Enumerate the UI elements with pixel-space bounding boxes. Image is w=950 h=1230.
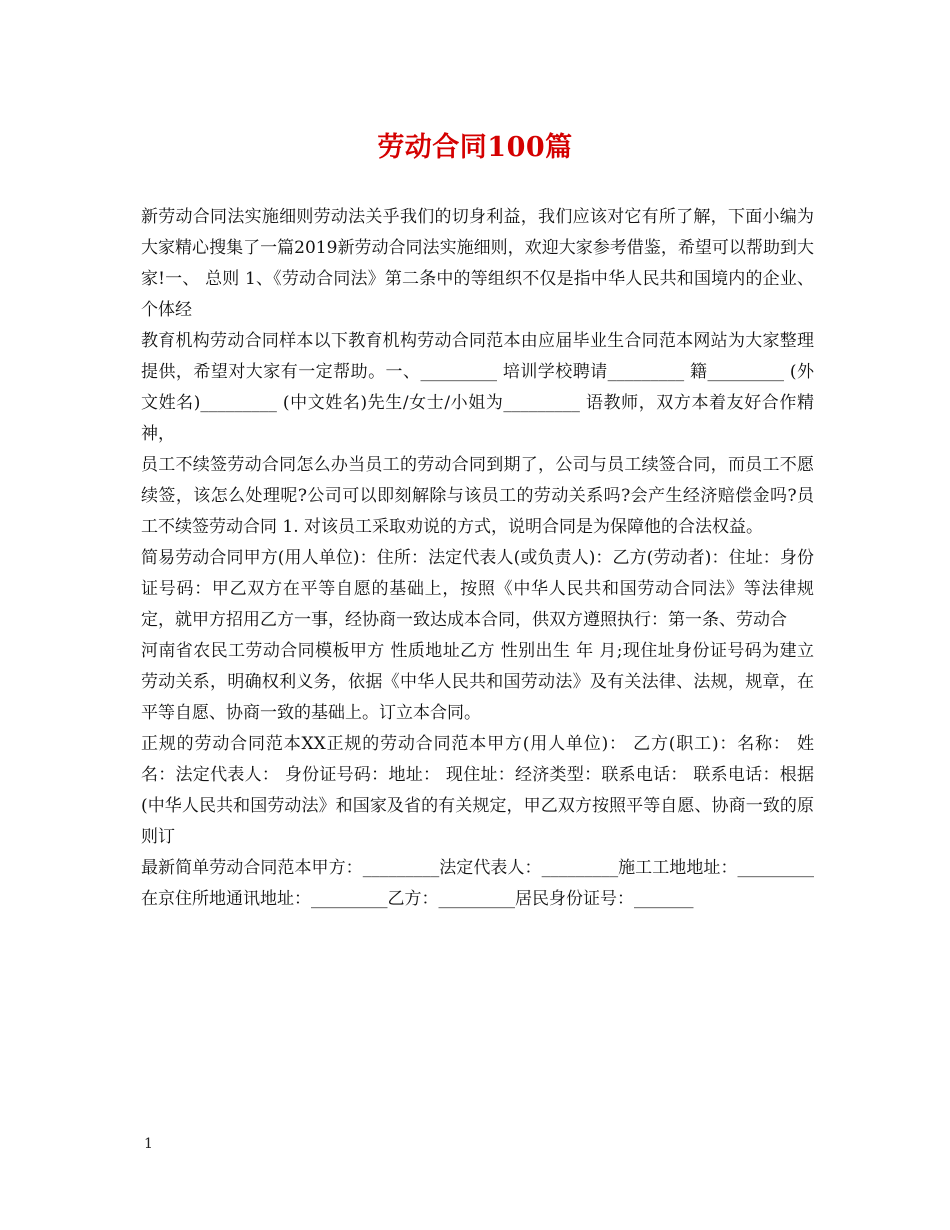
- document-title: 劳动合同100篇: [377, 132, 573, 163]
- paragraph-standard-template: 正规的劳动合同范本XX正规的劳动合同范本甲方(用人单位)： 乙方(职工)：名称： 姓名：法定代表人： 身份证号码：地址： 现住址：经济类型：联系电话： 联系电话：根据(中华人民共和国劳动法》和国家及省的有关规定，甲乙双方按照平等自愿、协商一致的原则订: [141, 734, 814, 847]
- paragraph-new-labor-law: 新劳动合同法实施细则劳动法关乎我们的切身利益，我们应该对它有所了解，下面小编为大家精心搜集了一篇2019新劳动合同法实施细则，欢迎大家参考借鉴，希望可以帮助到大家!一、 总则 1、《劳动合同法》第二条中的等组织不仅是指中华人民共和国境内的企业、个体经: [141, 207, 814, 320]
- paragraph-henan-template: 河南省农民工劳动合同模板甲方 性质地址乙方 性别出生 年 月;现住址身份证号码为建立劳动关系，明确权利义务，依据《中华人民共和国劳动法》及有关法律、法规，规章，在平等自愿、协商一致的基础上。订立本合同。: [141, 641, 814, 723]
- document-body: [141, 202, 814, 915]
- paragraph-latest-template: 最新简单劳动合同范本甲方：_________法定代表人：_________施工工地地址：_________在京住所地通讯地址：_________乙方：_________居民身份证号：_______: [141, 858, 814, 909]
- page-number: 1: [144, 1136, 153, 1152]
- paragraph-simple-contract: 简易劳动合同甲方(用人单位)：住所：法定代表人(或负责人)：乙方(劳动者)：住址：身份证号码：甲乙双方在平等自愿的基础上，按照《中华人民共和国劳动合同法》等法律规定，就甲方招用乙方一事，经协商一致达成本合同，供双方遵照执行：第一条、劳动合: [141, 548, 814, 630]
- paragraph-non-renewal: 员工不续签劳动合同怎么办当员工的劳动合同到期了，公司与员工续签合同，而员工不愿续签，该怎么处理呢?公司可以即刻解除与该员工的劳动关系吗?会产生经济赔偿金吗?员工不续签劳动合同 1. 对该员工采取劝说的方式，说明合同是为保障他的合法权益。: [141, 455, 814, 537]
- paragraph-education-contract: 教育机构劳动合同样本以下教育机构劳动合同范本由应届毕业生合同范本网站为大家整理提供，希望对大家有一定帮助。一、_________ 培训学校聘请_________ 籍_________ (外文姓名)_________ (中文姓名)先生/女士/小姐为_________ 语教师，双方本着友好合作精神，: [141, 331, 814, 444]
